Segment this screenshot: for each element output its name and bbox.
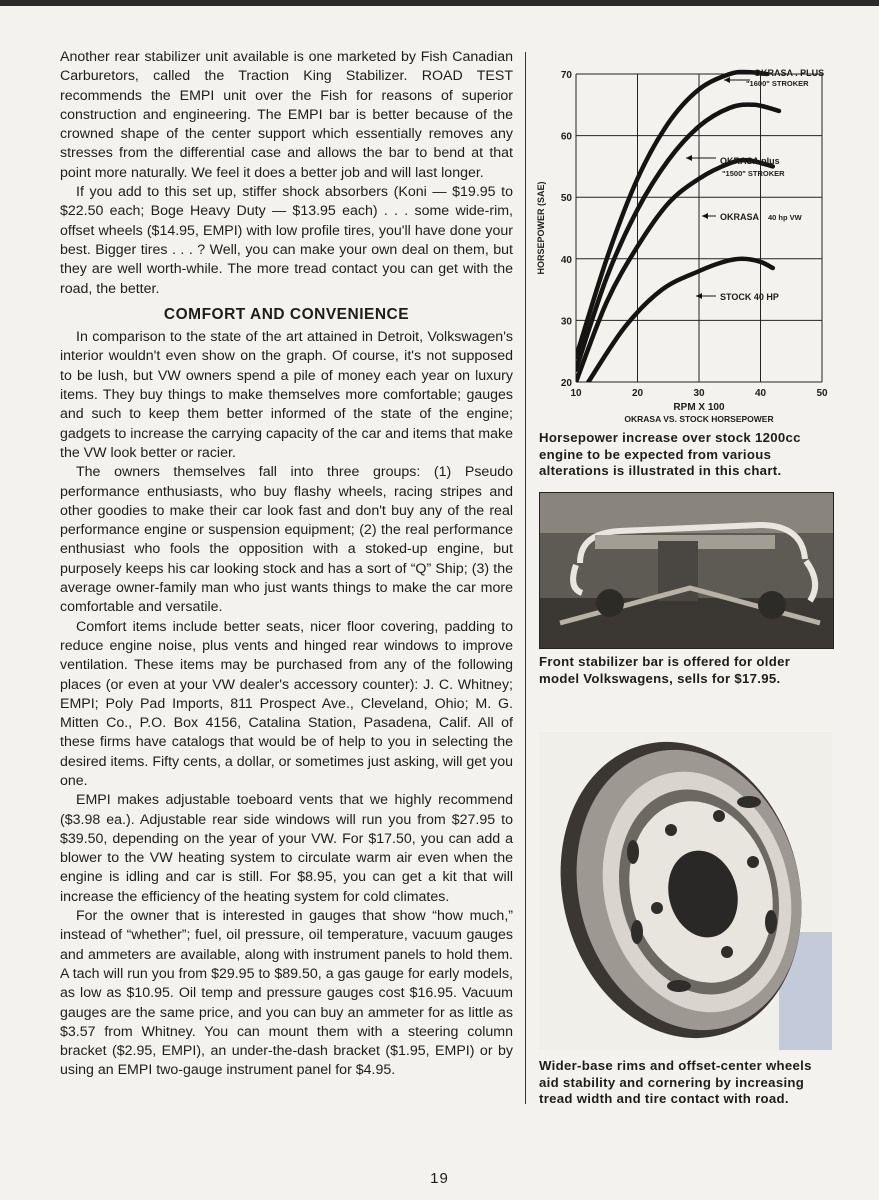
paragraph: For the owner that is interested in gauges that show “how much,” instead of “whether”; fuel, oil pressure, oil temperature, vacuum gauges and ammeters are available, along with instrument panels to hold them. A tach will run you from $29.95 to $89.50, a gas gauge for early models, as low as $10.95. Oil temp and pressure gauges cost $16.95. Vacuum gauges are the same price, and you can buy an ammeter for as little as $3.57 from Whitney. You can mount them with a steering column bracket ($2.95, EMPI), an under-the-dash bracket ($1.95, EMPI) or by using an EMPI two-gauge instrument panel for $4.95. (60, 908, 513, 1079)
article-body (60, 48, 513, 1081)
series-label-sub: "1600" STROKER (746, 79, 809, 88)
series-label-sub: "1500" STROKER (722, 169, 785, 178)
section-heading: COMFORT AND CONVENIENCE (163, 305, 410, 323)
paragraph: The owners themselves fall into three groups: (1) Pseudo performance enthusiasts, who buy flashy wheels, racing stripes and other goodies to make their car look fast and don't buy any of the real performance engine or suspension equipment; (2) the real performance enthusiast who fools the opposition with a stoked-up engine, but purposely keeps his car looking stock and has a sort of “Q” Ship; (3) the average owner-family man who just wants things to make the car more comfortable and versatile. (60, 464, 513, 616)
chart-caption: Horsepower increase over stock 1200cc engine to be expected from various alterations is illustrated in this chart. (539, 430, 801, 478)
wheel-rim-photo (539, 732, 832, 1050)
series-label-arrowhead (702, 213, 708, 219)
paragraph: Another rear stabilizer unit available is one marketed by Fish Canadian Carburetors, called the Traction King Stabilizer. ROAD TEST recommends the EMPI unit over the Fish for reasons of superior construction and engineering. The EMPI bar is better because of the crowned shape of the center support which essentially removes any stresses from the differential case and allows the bar to bend at that point more naturally. We feel it does a better job and will last longer. (60, 49, 513, 181)
x-tick-label: 50 (816, 388, 828, 399)
series-line (576, 105, 779, 370)
series-line (576, 160, 773, 382)
chart-svg (536, 52, 836, 432)
x-tick-label: 10 (570, 388, 582, 399)
x-axis-label: RPM X 100 (673, 402, 725, 413)
y-tick-label: 40 (560, 254, 572, 266)
series-label: OKRASA plus (720, 156, 780, 166)
column-divider (525, 52, 526, 1104)
x-tick-label: 40 (754, 388, 767, 399)
series-label: STOCK 40 HP (720, 292, 779, 302)
paragraph: If you add to this set up, stiffer shock absorbers (Koni — $19.95 to $22.50 each; Boge Heavy Duty — $13.95 each) . . . some wide-rim, offset wheels ($14.95, EMPI) with low profile tires, you'll have done your best. Bigger tires . . . ? Well, you can make your own deal on them, but they are well worth-while. The more tread contact you can get with the road, the better. (60, 184, 513, 297)
stabilizer-bar-photo-image (540, 493, 833, 648)
y-tick-label: 60 (560, 131, 572, 143)
wheel-caption: Wider-base rims and offset-center wheels aid stability and cornering by increasing tread width and tire contact with road. (539, 1058, 812, 1106)
x-tick-label: 20 (631, 388, 644, 399)
series-label: OKRASA . PLUS (754, 68, 825, 78)
paragraph: EMPI makes adjustable toeboard vents that we highly recommend ($3.98 ea.). Adjustable rear side windows will run you from $27.95 to $39.50, depending on the year of your VW. For $17.50, you can add a blower to the VW heating system to circulate warm air even when the engine is idling and car is still. For $8.95, you can get a kit that will increase the efficiency of the heating system for cold climates. (60, 792, 513, 905)
series-label-sub: 40 hp VW (768, 213, 802, 222)
y-tick-label: 30 (560, 316, 572, 328)
series-label: OKRASA (720, 212, 760, 222)
y-tick-label: 20 (560, 378, 572, 389)
wheel-rim-photo-image (539, 732, 832, 1050)
y-axis-label: HORSEPOWER (SAE) (536, 181, 546, 275)
y-tick-label: 70 (560, 70, 572, 81)
stabilizer-bar-photo (539, 492, 834, 649)
paragraph: Comfort items include better seats, nicer floor covering, padding to reduce engine noise, plus vents and hinged rear windows to improve ventilation. These items may be purchased from any of the following places (or even at your VW dealer's accessory counter): J. C. Whitney; EMPI; Poly Pad Imports, 811 Prospect Ave., Cleveland, Ohio; M. G. Mitten Co., P.O. Box 4156, Catalina Station, Pasadena, Calif. All of these firms have catalogs that would be of help to you in selecting the desired items. Fifty cents, a dollar, or sometimes just asking, will get you one. (60, 618, 513, 789)
page-top-edge (0, 0, 879, 6)
series-label-arrowhead (686, 155, 692, 161)
page-number: 19 (430, 1170, 449, 1187)
x-tick-label: 30 (693, 388, 705, 399)
y-tick-label: 50 (560, 193, 572, 205)
paragraph: In comparison to the state of the art attained in Detroit, Volkswagen's interior wouldn't even show on the graph. Of course, it's not supposed to be lush, but VW owners spend a pile of money each year on luxury items. They buy things to make themselves more comfortable; gauges and such to keep them better informed of the state of the engine; gadgets to increase the carrying capacity of the car and items that make the VW look better or racier. (60, 329, 513, 461)
horsepower-chart (536, 52, 836, 432)
stabilizer-caption: Front stabilizer bar is offered for older model Volkswagens, sells for $17.95. (539, 654, 791, 686)
chart-title: OKRASA VS. STOCK HORSEPOWER (624, 414, 774, 424)
